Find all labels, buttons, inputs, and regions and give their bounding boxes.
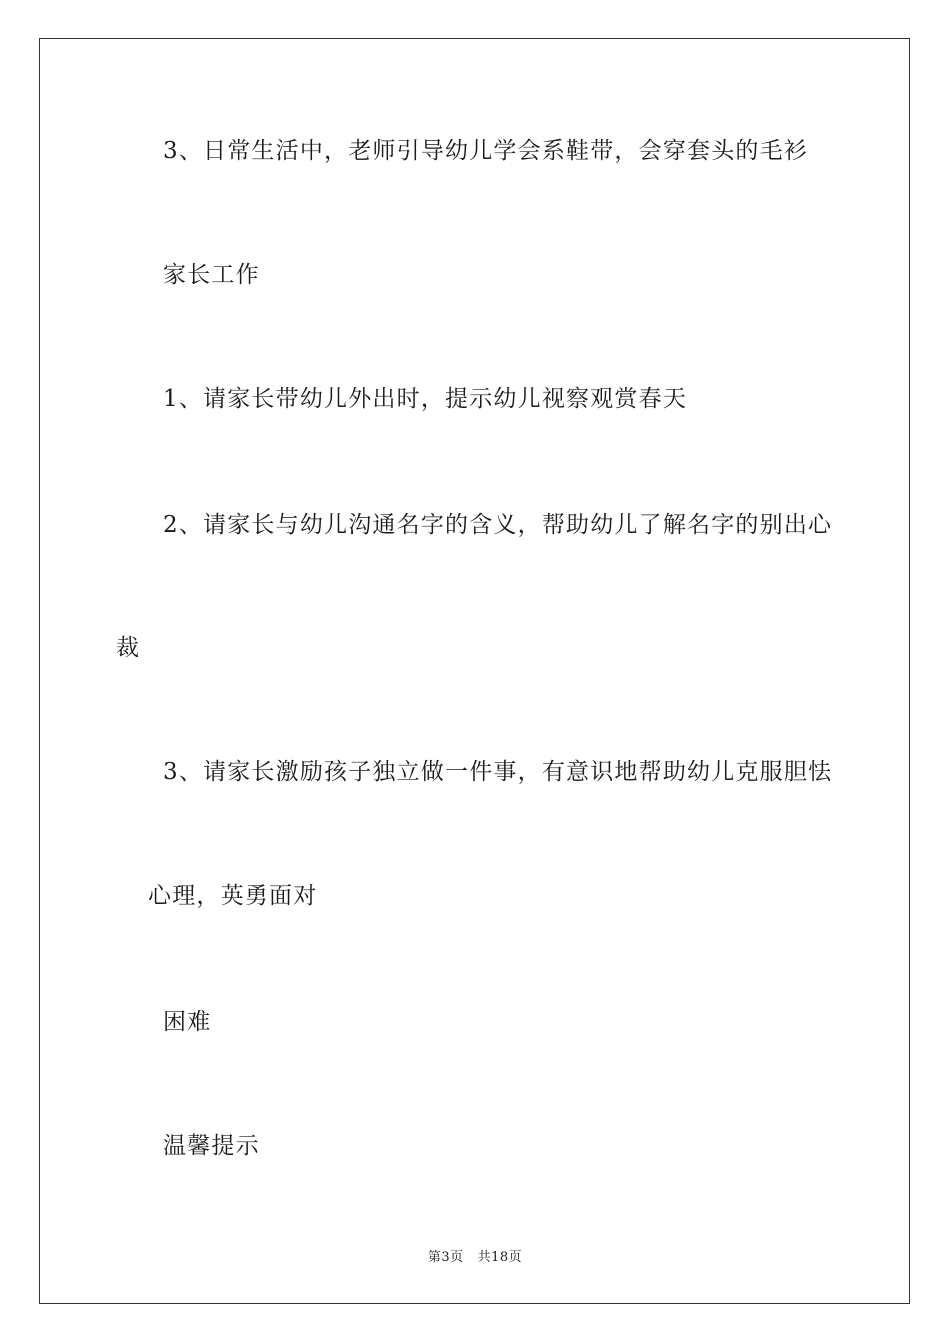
page-number: 第3页 <box>427 1250 464 1265</box>
text-line-4: 2、请家长与幼儿沟通名字的含义，帮助幼儿了解名字的别出心 <box>163 512 833 538</box>
page-footer <box>0 1246 950 1265</box>
text-line-1: 3、日常生活中，老师引导幼儿学会系鞋带，会穿套头的毛衫 <box>163 138 809 164</box>
page-border <box>39 38 910 1304</box>
text-line-9: 温馨提示 <box>163 1133 260 1159</box>
page-total: 共18页 <box>477 1250 523 1265</box>
text-line-7: 心理，英勇面对 <box>148 883 318 909</box>
text-line-5: 裁 <box>116 635 141 661</box>
text-line-8: 困难 <box>163 1009 212 1035</box>
text-line-6: 3、请家长激励孩子独立做一件事，有意识地帮助幼儿克服胆怯 <box>163 759 833 785</box>
text-line-3: 1、请家长带幼儿外出时，提示幼儿视察观赏春天 <box>163 386 688 412</box>
text-line-2: 家长工作 <box>163 262 260 288</box>
